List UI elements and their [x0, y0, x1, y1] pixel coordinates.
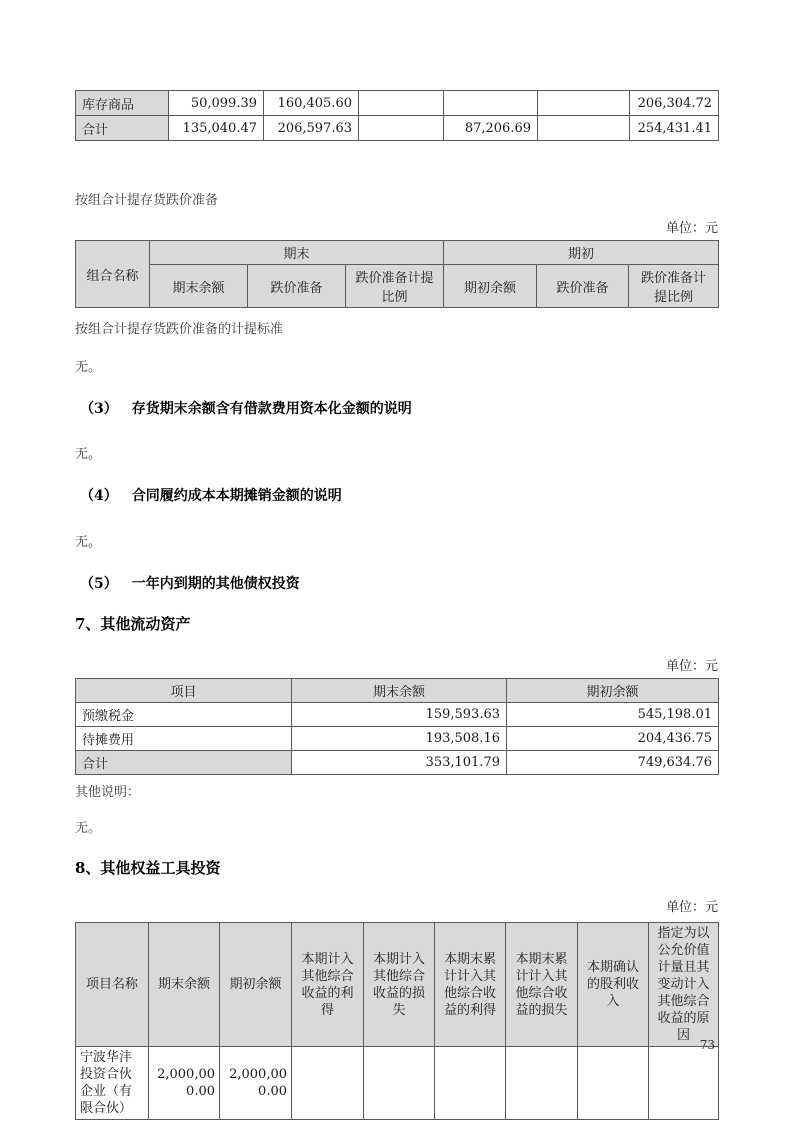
unit-label: 单位：元 [665, 221, 718, 236]
table-row-total [76, 751, 719, 775]
table-cell [359, 91, 444, 116]
section-3-number: （3） [80, 401, 118, 417]
table-header-row [76, 241, 719, 265]
section-3-title: 存货期末余额含有借款费用资本化金额的说明 [131, 401, 412, 417]
section-4-title: 合同履约成本本期摊销金额的说明 [131, 488, 342, 504]
column-header: 期初余额 [444, 265, 537, 308]
section-3-body: 无。 [75, 447, 102, 462]
table-cell: 159,593.63 [292, 703, 507, 727]
table-cell [292, 1047, 364, 1120]
item-cell: 待摊费用 [76, 727, 292, 751]
table-cell: 160,405.60 [264, 91, 359, 116]
section-3-heading [75, 398, 718, 418]
section-4-number: （4） [80, 488, 118, 504]
column-header: 期初余额 [220, 923, 292, 1047]
project-name-cell: 宁波华沣投资合伙企业（有限合伙） [76, 1047, 149, 1120]
table-header-row [76, 265, 719, 308]
table-cell [444, 91, 538, 116]
table-cell [435, 1047, 506, 1120]
document-content [75, 90, 718, 1120]
section-5-title: 一年内到期的其他债权投资 [131, 576, 300, 592]
table-cell: 206,597.63 [264, 116, 359, 141]
table-row [76, 1047, 719, 1120]
column-header: 本期末累计计入其他综合收益的损失 [506, 923, 578, 1047]
provision-criteria-title: 按组合计提存货跌价准备的计提标准 [75, 322, 284, 337]
column-header: 本期末累计计入其他综合收益的利得 [435, 923, 506, 1047]
table-cell [359, 116, 444, 141]
row-label-cell: 合计 [76, 116, 169, 141]
column-header: 期末余额 [292, 679, 507, 703]
table-cell: 135,040.47 [169, 116, 264, 141]
column-header: 跌价准备计提比例 [346, 265, 444, 308]
table-cell [578, 1047, 649, 1120]
column-header: 本期计入其他综合收益的损失 [364, 923, 435, 1047]
table-header-row [76, 679, 719, 703]
table-row [76, 727, 719, 751]
inventory-table-continuation [75, 90, 719, 141]
table-cell: 353,101.79 [292, 751, 507, 775]
unit-label: 单位：元 [665, 900, 718, 915]
section-8-heading: 8、其他权益工具投资 [75, 859, 221, 877]
item-cell: 预缴税金 [76, 703, 292, 727]
column-header: 期末余额 [149, 923, 220, 1047]
column-header: 指定为以公允价值计量且其变动计入其他综合收益的原因 [649, 923, 719, 1047]
table-row [76, 91, 719, 116]
column-header: 跌价准备 [537, 265, 629, 308]
section-7-heading: 7、其他流动资产 [75, 615, 191, 633]
section-5-heading [75, 573, 718, 593]
column-header: 跌价准备 [248, 265, 346, 308]
table-cell: 749,634.76 [507, 751, 719, 775]
portfolio-provision-table [75, 240, 719, 308]
provision-criteria-value: 无。 [75, 360, 102, 375]
table-cell [364, 1047, 435, 1120]
table-cell [506, 1047, 578, 1120]
table-cell [649, 1047, 719, 1120]
section-4-body: 无。 [75, 535, 102, 550]
column-group-header: 期初 [444, 241, 719, 265]
column-header: 本期计入其他综合收益的利得 [292, 923, 364, 1047]
column-header: 期初余额 [507, 679, 719, 703]
table-cell: 87,206.69 [444, 116, 538, 141]
column-header: 项目名称 [76, 923, 149, 1047]
table-cell: 204,436.75 [507, 727, 719, 751]
column-header: 期末余额 [150, 265, 248, 308]
row-label-cell: 库存商品 [76, 91, 169, 116]
table-row [76, 116, 719, 141]
table-header-row [76, 923, 719, 1047]
table-cell [538, 91, 630, 116]
portfolio-provision-caption: 按组合计提存货跌价准备 [75, 193, 219, 208]
total-label-cell: 合计 [76, 751, 292, 775]
other-equity-investments-table [75, 922, 719, 1120]
table-cell: 50,099.39 [169, 91, 264, 116]
unit-label: 单位：元 [665, 659, 718, 674]
table-cell: 206,304.72 [630, 91, 719, 116]
column-header: 本期确认的股利收入 [578, 923, 649, 1047]
column-header: 组合名称 [76, 241, 150, 308]
table-cell: 2,000,000.00 [149, 1047, 220, 1120]
column-header: 项目 [76, 679, 292, 703]
table-cell [538, 116, 630, 141]
other-current-assets-table [75, 678, 719, 775]
table-row [76, 703, 719, 727]
table-cell: 254,431.41 [630, 116, 719, 141]
page-number: 73 [699, 1038, 715, 1052]
other-note-value: 无。 [75, 821, 102, 836]
column-group-header: 期末 [150, 241, 444, 265]
section-5-number: （5） [80, 576, 118, 592]
other-note-label: 其他说明： [75, 785, 141, 800]
table-cell: 545,198.01 [507, 703, 719, 727]
section-4-heading [75, 485, 718, 505]
table-cell: 2,000,000.00 [220, 1047, 292, 1120]
table-cell: 193,508.16 [292, 727, 507, 751]
column-header: 跌价准备计提比例 [629, 265, 719, 308]
